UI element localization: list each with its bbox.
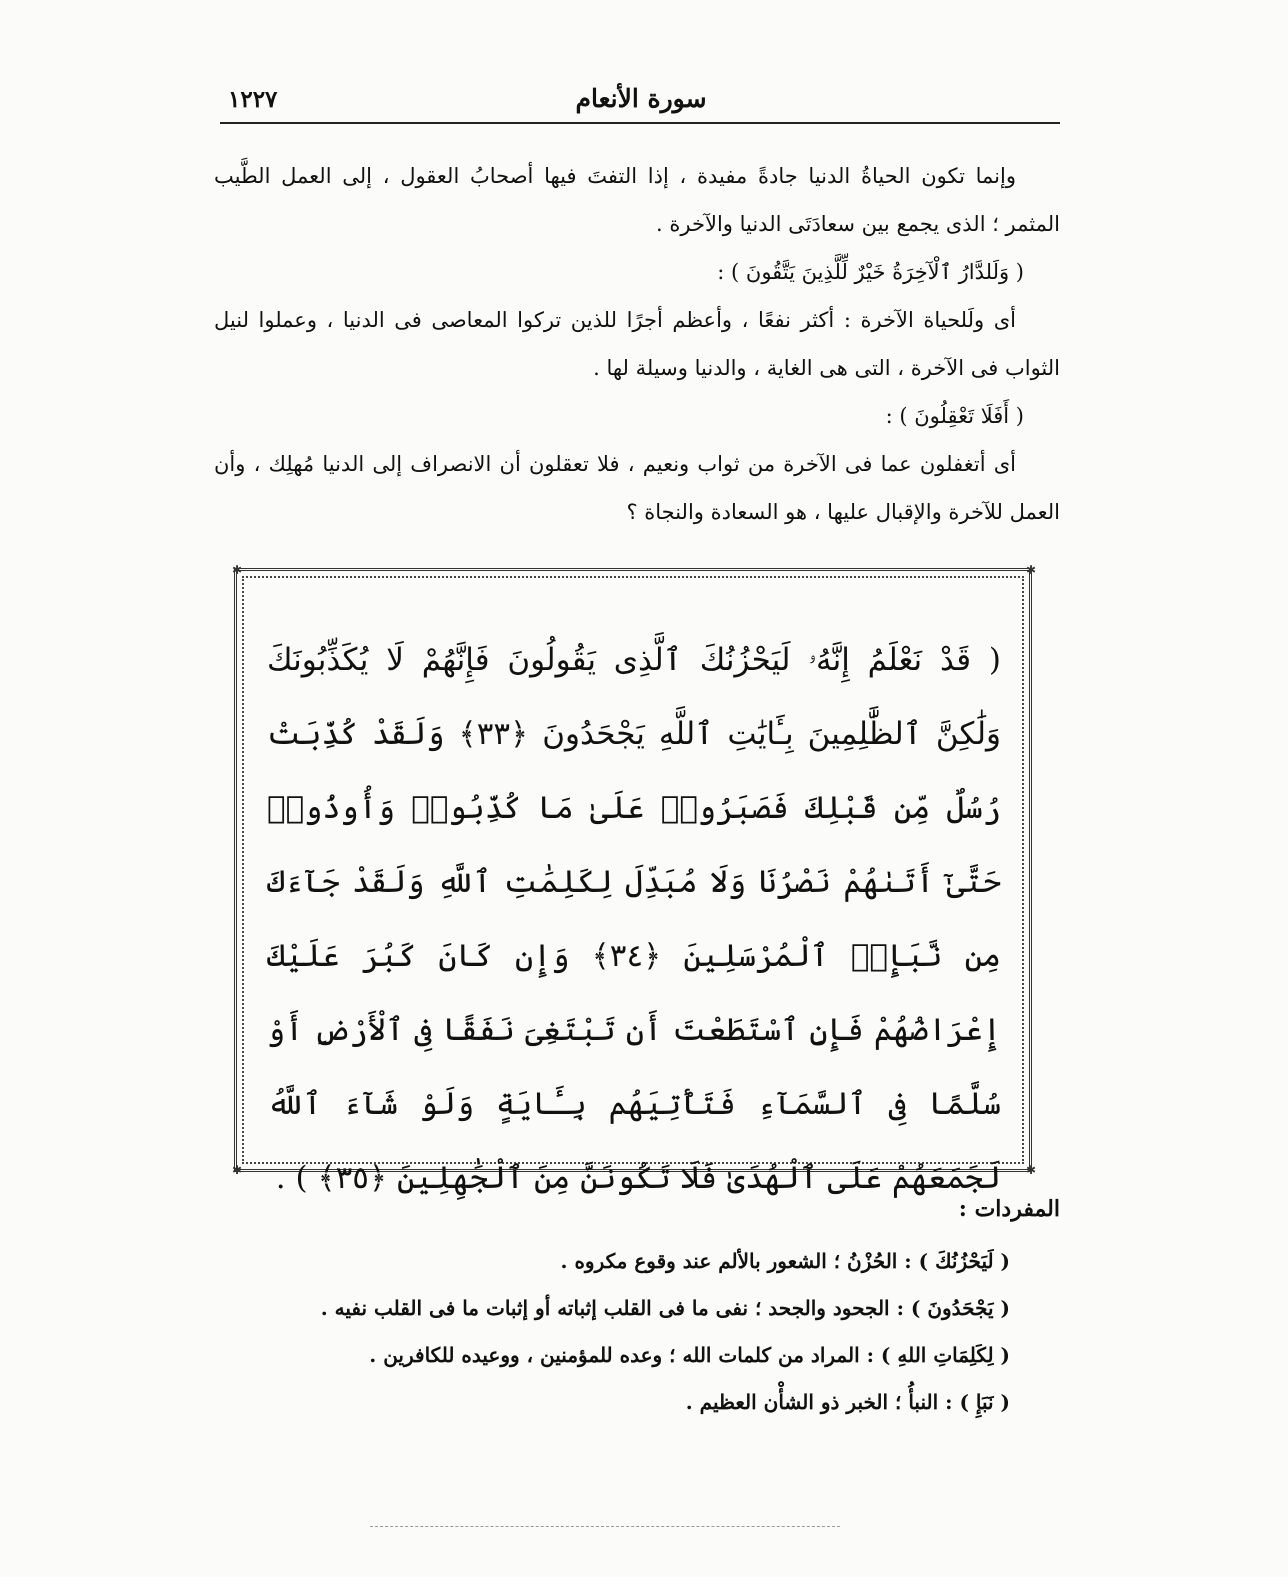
quran-verse-frame xyxy=(231,563,1036,1196)
frame-ornament-icon: ✱ xyxy=(1025,563,1036,577)
vocabulary-item: ( يَجْحَدُونَ ) : الجحود والجحد ؛ نفى ما فى القلب إثباته أو إثبات ما فى القلب نفيه . xyxy=(320,1296,1010,1320)
surah-title: سورة الأنعام xyxy=(575,84,707,113)
vocabulary-list xyxy=(220,1238,1010,1426)
frame-ornament-icon: ✱ xyxy=(231,1163,242,1177)
page-number: ١٢٢٧ xyxy=(228,86,278,113)
commentary-paragraph: أى أتغفلون عما فى الآخرة من ثواب ونعيم ، فلا تعقلون أن الانصراف إلى الدنيا مُهلِك ، وأن العمل للآخرة والإقبال عليها ، هو السعادة والنجاة ؟ xyxy=(214,452,1060,524)
footer-divider xyxy=(370,1526,840,1527)
vocabulary-heading: المفردات : xyxy=(958,1196,1060,1222)
commentary-paragraph: أى ولَلحياة الآخرة : أكثر نفعًا ، وأعظم أجرًا للذين تركوا المعاصى فى الدنيا ، وعملوا لنيل الثواب فى الآخرة ، التى هى الغاية ، والدنيا وسيلة لها . xyxy=(214,308,1060,380)
header-rule xyxy=(220,122,1060,124)
commentary-text xyxy=(214,152,1060,536)
verse-quote: ( أَفَلَا تَعْقِلُونَ ) : xyxy=(885,404,1024,428)
page-header xyxy=(222,84,1060,124)
frame-ornament-icon: ✱ xyxy=(231,563,242,577)
frame-ornament-icon: ✱ xyxy=(1025,1163,1036,1177)
vocabulary-item: ( لِكَلِمَاتِ اللهِ ) : المراد من كلمات الله ؛ وعده للمؤمنين ، ووعيده للكافرين . xyxy=(369,1343,1010,1367)
verse-quote: ( وَلَلدَّارُ ٱلْآخِرَةُ خَيْرٌ لِّلَّذِينَ يَتَّقُونَ ) : xyxy=(717,260,1024,284)
vocabulary-item: ( لَيَحْزُنُكَ ) : الحُزْنُ ؛ الشعور بالألم عند وقوع مكروه . xyxy=(560,1249,1010,1273)
commentary-paragraph: وإنما تكون الحياةُ الدنيا جادةً مفيدة ، إذا التفتَ فيها أصحابُ العقول ، إلى العمل الطَّيب المثمر ؛ الذى يجمع بين سعادَتَى الدنيا والآخرة . xyxy=(214,164,1060,236)
vocabulary-item: ( نَبَإِ ) : النبأُ ؛ الخبر ذو الشأْن العظيم . xyxy=(685,1390,1010,1414)
quran-verse-text: ( قَدْ نَعْلَمُ إِنَّهُۥ لَيَحْزُنُكَ ٱلَّذِى يَقُولُونَ فَإِنَّهُمْ لَا يُكَذِّبُونَكَ وَلَٰكِنَّ ٱلظَّٰلِمِينَ بِـَٔايَٰتِ ٱللَّهِ يَجْحَدُونَ ﴿٣٣﴾ وَلَقَدْ كُذِّبَتْ رُسُلٌ مِّن قَبْلِكَ فَصَبَرُوا۟ عَلَىٰ مَا كُذِّبُوا۟ وَأُوذُوا۟ حَتَّىٰٓ أَتَىٰهُمْ نَصْرُنَا وَلَا مُبَدِّلَ لِكَلِمَٰتِ ٱللَّهِ وَلَقَدْ جَآءَكَ مِن نَّبَإِى۟ ٱلْمُرْسَلِينَ ﴿٣٤﴾ وَإِن كَانَ كَبُرَ عَلَيْكَ إِعْرَاضُهُمْ فَإِنِ ٱسْتَطَعْتَ أَن تَبْتَغِىَ نَفَقًا فِى ٱلْأَرْضِ أَوْ سُلَّمًا فِى ٱلسَّمَآءِ فَتَأْتِيَهُم بِـَٔايَةٍ وَلَوْ شَآءَ ٱللَّهُ لَجَمَعَهُمْ عَلَى ٱلْهُدَىٰ فَلَا تَكُونَنَّ مِنَ ٱلْجَٰهِلِينَ ﴿٣٥﴾ ) . xyxy=(267,642,1001,1196)
quran-verses xyxy=(267,623,1001,1215)
